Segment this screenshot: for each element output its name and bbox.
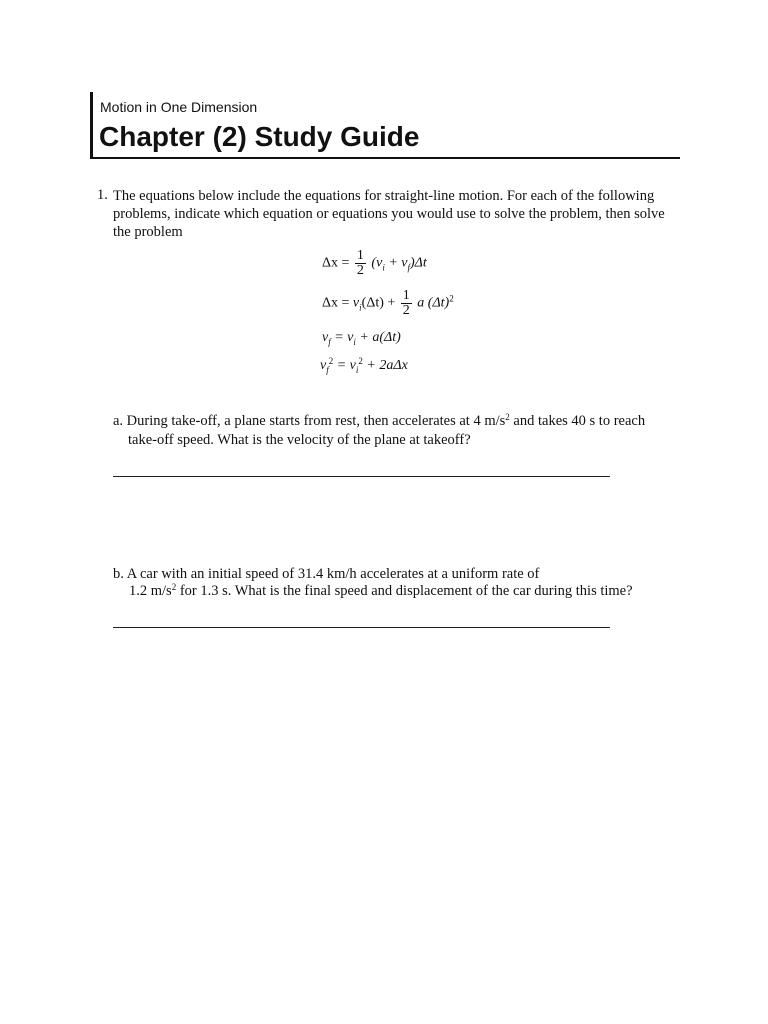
eq1-term-a: (v: [371, 255, 383, 271]
header-rule-vertical: [90, 92, 93, 159]
equation-1: Δx = $\frac{1}{2}$ $(v_i + v_f)\Delta t$: [322, 248, 427, 278]
answer-line-a: [113, 476, 610, 477]
question-number: 1.: [97, 187, 108, 203]
part-b-line-2: [129, 582, 633, 600]
eq2-mid: (Δt) +: [361, 295, 396, 311]
eq2-sub-i: i: [359, 302, 362, 313]
eq3-sub-i: i: [353, 337, 356, 347]
part-a-line-1-pre: a. During take-off, a plane starts from rest, then accelerates at 4 m/s: [113, 413, 506, 429]
eq2-sup: 2: [449, 293, 454, 304]
eq2-tail: a (Δt): [417, 295, 450, 311]
part-a-line-2: take-off speed. What is the velocity of the plane at takeoff?: [128, 432, 471, 448]
part-a-line-1-post: and takes 40 s to reach: [509, 413, 646, 429]
eq3-eqsign: = v: [330, 330, 354, 345]
part-a-exponent: 2: [505, 412, 510, 422]
eq1-frac-num: 1: [356, 248, 364, 263]
eq4-v: v: [320, 358, 327, 373]
part-b-line-2-pre: 1.2 m/s: [129, 583, 172, 599]
eq1-plus: + v: [384, 255, 408, 271]
eq1-fraction: [355, 249, 366, 278]
eq1-sub-f: f: [407, 262, 411, 273]
equation-2: $\Delta x = v_i(\Delta t)$ + $\frac{1}{2}$ a $(\Delta t)^2$: [322, 288, 454, 318]
part-b-exponent: 2: [171, 582, 177, 592]
eq1-term-b: )Δt: [410, 255, 427, 271]
equation-3: [322, 330, 401, 347]
equation-4: [320, 356, 408, 375]
answer-line-b: [113, 627, 610, 628]
part-a-line-1: [113, 412, 645, 430]
section-label: Motion in One Dimension: [100, 99, 258, 115]
eq1-lhs: Δx: [322, 255, 339, 271]
part-b-line-2-post: for 1.3 s. What is the final speed and displacement of the car during this time?: [176, 583, 633, 599]
eq4-sup-2: 2: [358, 356, 363, 366]
header-rule-horizontal: [90, 157, 680, 159]
eq2-lhs: Δx: [322, 295, 339, 311]
eq4-sup-1: 2: [328, 356, 334, 366]
eq2-frac-den: 2: [402, 303, 410, 318]
eq1-sub-i: i: [382, 262, 385, 273]
part-b-line-1: b. A car with an initial speed of 31.4 km/h accelerates at a uniform rate of: [113, 566, 540, 582]
eq3-sub-f: f: [328, 337, 331, 347]
eq3-v: v: [322, 330, 329, 345]
eq4-sub-i: i: [355, 365, 359, 375]
question-text: The equations below include the equations for straight-line motion. For each of the following problems, indicate which equation or equations you would use to solve the problem, then solve the problem: [113, 188, 665, 240]
eq4-sub-f: f: [326, 365, 329, 375]
eq1-frac-den: 2: [356, 263, 364, 278]
eq4-eqsign: = v: [333, 358, 356, 373]
eq2-fraction: [401, 289, 412, 318]
eq2-frac-num: 1: [402, 288, 410, 303]
chapter-title: Chapter (2) Study Guide: [99, 121, 420, 152]
eq4-tail: + 2aΔx: [362, 358, 408, 373]
eq2-v: v: [352, 295, 360, 311]
eq3-tail: + a(Δt): [355, 330, 401, 345]
